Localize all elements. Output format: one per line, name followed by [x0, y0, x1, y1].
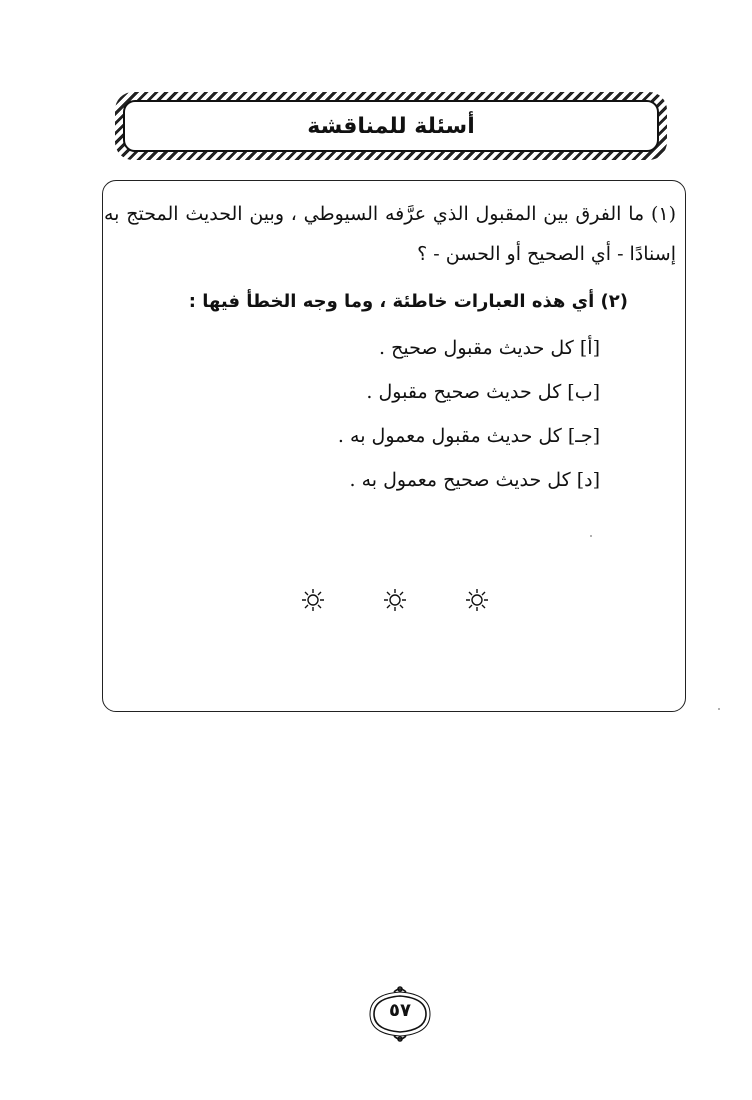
ornament-divider: [300, 585, 490, 615]
title-banner: [115, 92, 667, 160]
scan-speck: [590, 535, 592, 537]
ornament-star-icon: [300, 587, 326, 613]
title-banner-inner: [123, 100, 659, 152]
option-c: [جـ] كل حديث مقبول معمول به .: [337, 425, 600, 447]
option-d: [د] كل حديث صحيح معمول به .: [349, 469, 600, 491]
page-number-badge: [360, 986, 440, 1042]
question-2: (٢) أي هذه العبارات خاطئة ، وما وجه الخطأ فيها :: [188, 291, 628, 312]
question-1: (١) ما الفرق بين المقبول الذي عرَّفه السيوطي ، وبين الحديث المحتج به إسنادًا - أي الصحيح أو الحسن - ؟: [104, 203, 676, 265]
option-b: [ب] كل حديث صحيح مقبول .: [366, 381, 600, 403]
option-a: [أ] كل حديث مقبول صحيح .: [379, 337, 600, 359]
questions-section: [104, 194, 676, 500]
page-number: ٥٧: [389, 1000, 411, 1021]
ornament-star-icon: [382, 587, 408, 613]
page-title: أسئلة للمناقشة: [307, 113, 475, 139]
scan-speck: [718, 708, 720, 710]
ornament-star-icon: [464, 587, 490, 613]
